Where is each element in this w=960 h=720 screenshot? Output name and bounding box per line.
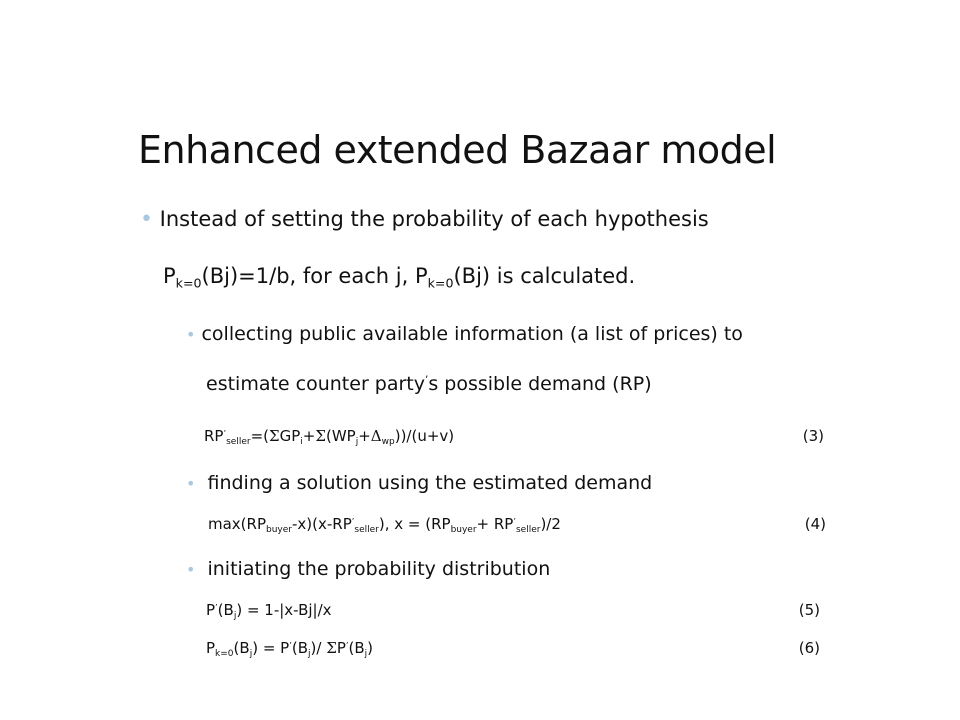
- equation-5: $P^’(B_j) = 1-|x-Bj|/x$ (5): [206, 601, 820, 622]
- bullet-dot: •: [186, 325, 196, 344]
- equation-3-number: (3): [802, 427, 824, 445]
- equation-6: $P_{k=0}(B_j) = P^’(B_j)/$ $\Sigma P^’(B_j)$ (6): [206, 639, 820, 660]
- equation-5-number: (5): [798, 601, 820, 619]
- bullet-1-line1: Instead of setting the probability of each hypothesis: [159, 207, 709, 231]
- bullet-4: • initiating the probability distribution: [186, 558, 551, 580]
- bullet-3: • finding a solution using the estimated demand: [186, 472, 653, 494]
- bullet-1-line2: $P_{k=0}(Bj)=1/b$, for each j, $P_{k=0}(Bj)$ is calculated.: [163, 264, 636, 291]
- bullet-2-line2: estimate counter party’s possible demand (RP): [206, 373, 652, 395]
- slide-title: Enhanced extended Bazaar model: [138, 128, 777, 172]
- bullet-2-line1: collecting public available information (a list of prices) to: [201, 323, 743, 345]
- bullet-dot: •: [140, 207, 153, 232]
- bullet-dot: •: [186, 474, 196, 493]
- equation-3: $RP^’_{seller}=(\Sigma GP_i+\Sigma(WP_j+\Delta_{wp}))/(u+v)$ (3): [204, 427, 824, 448]
- equation-4: $\max(RP_{buyer}-x)(x-RP^’_{seller})$, $x = (RP_{buyer}+ RP^’_{seller})/2$ (4): [208, 515, 826, 536]
- equation-6-number: (6): [798, 639, 820, 657]
- bullet-1: [140, 207, 709, 232]
- bullet-2: [186, 323, 743, 345]
- equation-4-number: (4): [804, 515, 826, 533]
- bullet-dot: •: [186, 560, 196, 579]
